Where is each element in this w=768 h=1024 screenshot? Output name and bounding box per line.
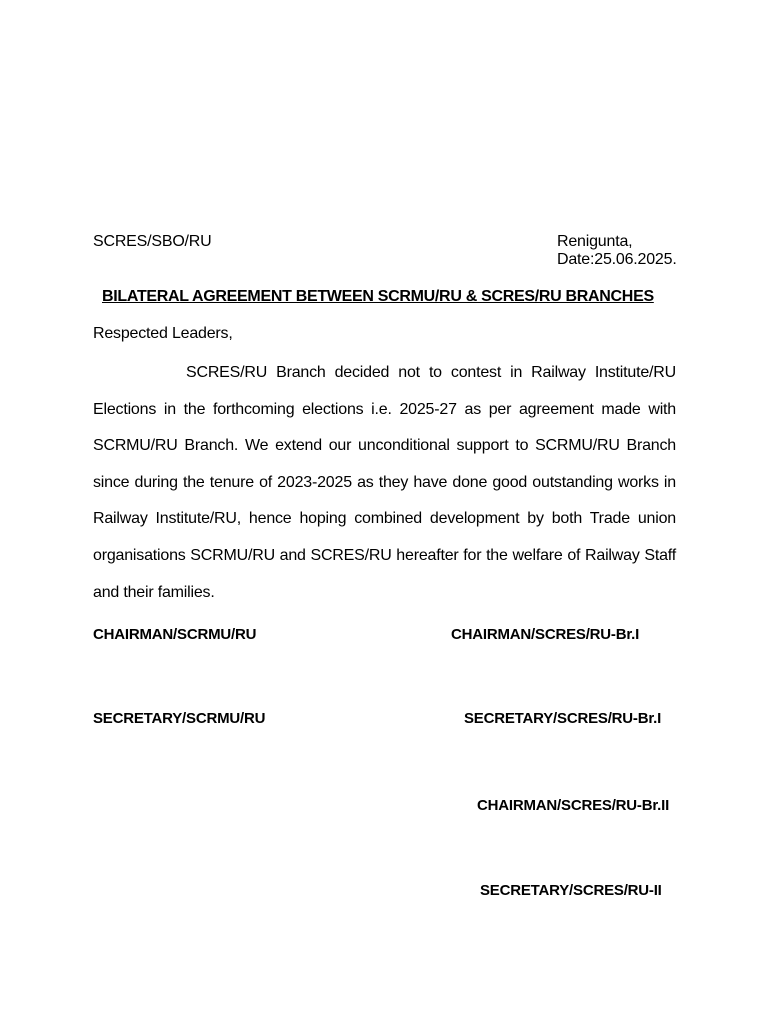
signatory-chairman-scres-br2: CHAIRMAN/SCRES/RU-Br.II	[477, 797, 670, 814]
signatory-secretary-scres-br2: SECRETARY/SCRES/RU-II	[480, 882, 662, 899]
place: Renigunta,	[557, 233, 633, 250]
salutation: Respected Leaders,	[93, 325, 233, 342]
body-paragraph: SCRES/RU Branch decided not to contest in Railway Institute/RU Elections in the forthcoming elections i.e. 2025-27 as per agreement made with SCRMU/RU Branch. We extend our unconditional support to SCRMU/RU Branch since during the tenure of 2023-2025 as they have done good outstanding works in Railway Institute/RU, hence hoping combined development by both Trade union organisations SCRMU/RU and SCRES/RU hereafter for the welfare of Railway Staff and their families.	[93, 364, 676, 601]
reference-number: SCRES/SBO/RU	[93, 233, 212, 250]
place-date-block	[557, 233, 677, 269]
signatory-chairman-scrmu: CHAIRMAN/SCRMU/RU	[93, 626, 257, 643]
signatory-secretary-scres-br1: SECRETARY/SCRES/RU-Br.I	[464, 710, 662, 727]
signatory-secretary-scrmu: SECRETARY/SCRMU/RU	[93, 710, 266, 727]
date: Date:25.06.2025.	[557, 251, 677, 268]
signatory-chairman-scres-br1: CHAIRMAN/SCRES/RU-Br.I	[451, 626, 640, 643]
document-title: BILATERAL AGREEMENT BETWEEN SCRMU/RU & SCRES/RU BRANCHES	[102, 288, 654, 305]
